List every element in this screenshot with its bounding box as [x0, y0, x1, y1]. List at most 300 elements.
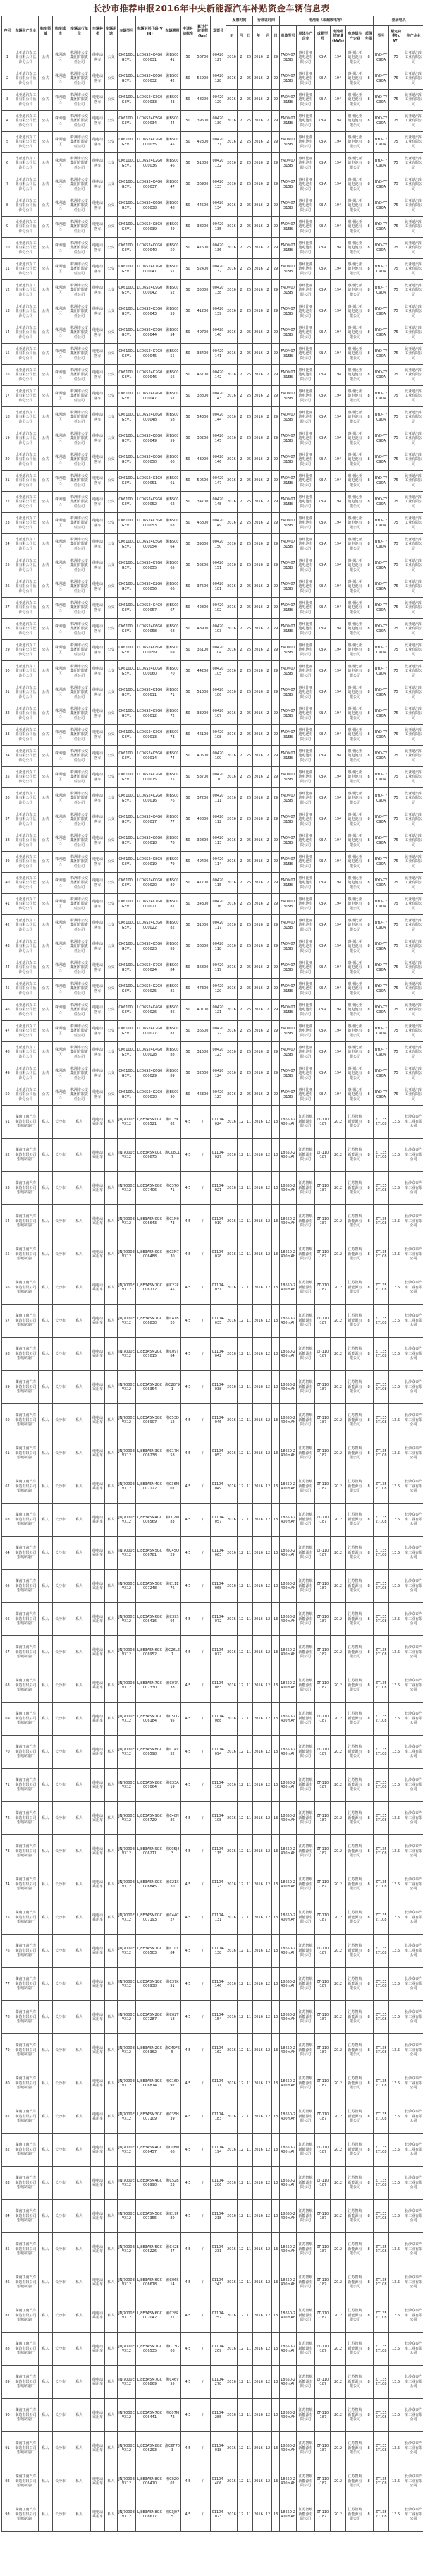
- cell-cell_model: 18650-2400mAh: [280, 2299, 297, 2333]
- cell-motor_model: BYD-TYC90A: [374, 936, 389, 957]
- cell-purchase_field: 公共: [39, 788, 53, 809]
- cell-vin: LC06S24K9G0000052: [136, 492, 164, 513]
- cell-vehicle_type: 纯电动乘用车: [91, 2432, 105, 2465]
- cell-manufacturer: 比亚迪汽车工业有限公司长沙分公司: [13, 661, 39, 682]
- cell-motor_maker: 比亚迪汽车工业有限公司: [403, 259, 423, 280]
- cell-lic_year: 2016: [253, 2366, 264, 2399]
- cell-pack_maker: 江苏智航新能源有限公司: [346, 1868, 364, 1901]
- cell-lic_month: 2: [264, 513, 272, 534]
- cell-cell_model: 18650-2400mAh: [280, 2432, 297, 2465]
- cell-lic_day: 13: [272, 2134, 280, 2167]
- cell-vehicle_model: JNJ7000EVX12: [118, 2034, 136, 2067]
- cell-lic_month: 12: [264, 1205, 272, 1238]
- cell-cell_maker: 惠州比亚迪电池有限公司: [297, 1021, 315, 1042]
- cell-warranty_years: 8: [364, 217, 374, 238]
- cell-purchase_city: 长沙市: [53, 1669, 68, 1703]
- cell-lic_year: 2016: [253, 280, 264, 301]
- cell-inv_year: 2016: [226, 1404, 238, 1437]
- cell-lic_day: 29: [272, 471, 280, 492]
- cell-inv_month: 12: [238, 1437, 245, 1470]
- table-row: [2, 2465, 423, 2498]
- cell-inv_day: 25: [245, 534, 253, 555]
- cell-box_model: ZT-110-187: [315, 1968, 331, 2001]
- cell-lic_day: 29: [272, 1042, 280, 1063]
- cell-box_model: ZT-110-187: [315, 1139, 331, 1172]
- cell-manufacturer: 湖南江南汽车制造有限公司望城制造厂: [13, 2366, 39, 2399]
- cell-vehicle_usage: 私人: [105, 2034, 118, 2067]
- cell-inv_month: 12: [238, 2266, 245, 2299]
- cell-manufacturer: 湖南江南汽车制造有限公司望城制造厂: [13, 1305, 39, 1338]
- cell-vehicle_type: 纯电动乘用车: [91, 1835, 105, 1868]
- cell-purchase_city: 长沙市: [53, 1603, 68, 1636]
- cell-mileage: /: [195, 2233, 211, 2266]
- cell-inv_day: 11: [245, 2299, 253, 2333]
- cell-manufacturer: 湖南江南汽车制造有限公司望城制造厂: [13, 2498, 39, 2532]
- cell-lic_month: 2: [264, 259, 272, 280]
- cell-capacity_kwh: 194: [331, 598, 346, 619]
- cell-capacity_kwh: 194: [331, 301, 346, 322]
- cell-lic_day: 29: [272, 1021, 280, 1042]
- cell-vehicle_usage: 公交: [105, 767, 118, 788]
- cell-motor_model: BYD-TYC90A: [374, 449, 389, 471]
- cell-plate: 湘C21X70: [164, 1868, 181, 1901]
- cell-operator: 株洲市公交集团有限责任公司: [68, 322, 91, 344]
- cell-inv_day: 25: [245, 195, 253, 217]
- cell-vehicle_type: 纯电动乘用车: [91, 1802, 105, 1835]
- cell-inv_day: 11: [245, 1835, 253, 1868]
- cell-inv_day: 25: [245, 746, 253, 767]
- cell-pack_maker: 江苏智航新能源有限公司: [346, 1271, 364, 1305]
- cell-cell_maker: 惠州比亚迪电池有限公司: [297, 534, 315, 555]
- cell-inv_day: 25: [245, 576, 253, 598]
- cell-capacity_kwh: 194: [331, 1063, 346, 1084]
- cell-lic_year: 2016: [253, 576, 264, 598]
- cell-seq: 76: [2, 1935, 13, 1968]
- cell-plate: 湘BS0075: [164, 767, 181, 788]
- cell-pack_maker: 江苏智航新能源有限公司: [346, 2200, 364, 2233]
- cell-inv_year: 2016: [226, 1205, 238, 1238]
- cell-operator: 私人: [68, 1470, 91, 1504]
- cell-capacity_kwh: 20.2: [331, 2100, 346, 2134]
- cell-subsidy: 4.5: [181, 1338, 195, 1371]
- cell-purchase_city: 株洲地区: [53, 555, 68, 576]
- cell-motor_power: 13.5: [389, 1901, 403, 1935]
- cell-cell_maker: 惠州比亚迪电池有限公司: [297, 703, 315, 725]
- cell-motor_maker: 比亚迪汽车工业有限公司: [403, 195, 423, 217]
- cell-purchase_city: 长沙市: [53, 2498, 68, 2532]
- cell-purchase_field: 公共: [39, 428, 53, 449]
- cell-vehicle_model: CK6100LGEV1: [118, 195, 136, 217]
- cell-purchase_city: 株洲地区: [53, 471, 68, 492]
- cell-plate: 湘C28F91: [164, 1371, 181, 1404]
- cell-pack_maker: 惠州比亚迪电池有限公司: [346, 513, 364, 534]
- table-row: [2, 936, 423, 957]
- cell-capacity_kwh: 20.2: [331, 1504, 346, 1537]
- cell-motor_maker: 比亚迪汽车工业有限公司: [403, 1000, 423, 1021]
- cell-motor_maker: 长沙众泰汽车工业有限公司: [403, 2399, 423, 2432]
- table-row: [2, 386, 423, 407]
- cell-box_model: ZT-110-187: [315, 1106, 331, 1139]
- cell-motor_model: ZT13527108: [374, 2299, 389, 2333]
- cell-mileage: /: [195, 1636, 211, 1669]
- cell-warranty_years: 8: [364, 2200, 374, 2233]
- col-group-header-0: 发票时间: [226, 16, 253, 26]
- cell-purchase_field: 私人: [39, 2266, 53, 2299]
- col-header-vin: 车辆识别代码(VIN): [136, 16, 164, 47]
- cell-purchase_city: 长沙市: [53, 2432, 68, 2465]
- cell-vehicle_type: 纯电动乘用车: [91, 1106, 105, 1139]
- cell-inv_month: 2: [238, 132, 245, 153]
- cell-vehicle_usage: 公交: [105, 217, 118, 238]
- cell-cell_maker: 江苏智航新能源有限公司: [297, 1404, 315, 1437]
- cell-inv_year: 2016: [226, 957, 238, 979]
- cell-box_model: ZT-110-187: [315, 1338, 331, 1371]
- cell-purchase_field: 公共: [39, 830, 53, 852]
- cell-purchase_field: 公共: [39, 598, 53, 619]
- cell-motor_maker: 比亚迪汽车工业有限公司: [403, 365, 423, 386]
- cell-inv_month: 12: [238, 1205, 245, 1238]
- cell-mileage: 51300: [195, 682, 211, 703]
- cell-lic_year: 2016: [253, 1703, 264, 1736]
- cell-cell_maker: 江苏智航新能源有限公司: [297, 2200, 315, 2233]
- cell-vehicle_type: 纯电动乘用车: [91, 2001, 105, 2034]
- cell-motor_power: 75: [389, 767, 403, 788]
- cell-purchase_field: 公共: [39, 1084, 53, 1106]
- cell-vin: LC06S24K5G0000023: [136, 936, 164, 957]
- cell-warranty_years: 8: [364, 576, 374, 598]
- cell-plate: 湘BS0042: [164, 68, 181, 90]
- cell-box_model: KB-A: [315, 195, 331, 217]
- cell-seq: 49: [2, 1063, 13, 1084]
- cell-motor_maker: 比亚迪汽车工业有限公司: [403, 492, 423, 513]
- cell-vehicle_type: 纯电动乘用车: [91, 2333, 105, 2366]
- vehicle-info-table: [1, 16, 423, 2532]
- cell-inv_year: 2016: [226, 640, 238, 661]
- cell-lic_month: 12: [264, 1172, 272, 1205]
- cell-seq: 87: [2, 2299, 13, 2333]
- cell-seq: 58: [2, 1338, 13, 1371]
- cell-vin: LC06S24K9G0000042: [136, 280, 164, 301]
- cell-manufacturer: 比亚迪汽车工业有限公司长沙分公司: [13, 767, 39, 788]
- cell-box_model: ZT-110-187: [315, 2200, 331, 2233]
- cell-warranty_years: 8: [364, 1835, 374, 1868]
- cell-inv_year: 2016: [226, 301, 238, 322]
- table-row: [2, 1271, 423, 1305]
- cell-motor_maker: 长沙众泰汽车工业有限公司: [403, 1338, 423, 1371]
- cell-plate: 湘BS0069: [164, 640, 181, 661]
- cell-lic_year: 2016: [253, 1063, 264, 1084]
- table-row: [2, 153, 423, 174]
- cell-operator: 株洲市公交集团有限责任公司: [68, 788, 91, 809]
- table-row: [2, 344, 423, 365]
- cell-inv_day: 25: [245, 280, 253, 301]
- cell-purchase_field: 私人: [39, 2034, 53, 2067]
- cell-cell_model: 18650-2400mAh: [280, 1205, 297, 1238]
- cell-warranty_years: 8: [364, 1868, 374, 1901]
- cell-operator: 株洲市公交集团有限责任公司: [68, 640, 91, 661]
- cell-vehicle_type: 纯电动乘用车: [91, 1271, 105, 1305]
- table-row: [2, 725, 423, 746]
- cell-invoice_no: 00420146: [211, 449, 226, 471]
- cell-cell_maker: 惠州比亚迪电池有限公司: [297, 471, 315, 492]
- cell-plate: 湘C19P80: [164, 2200, 181, 2233]
- cell-invoice_no: 00420118: [211, 936, 226, 957]
- table-row: [2, 1338, 423, 1371]
- cell-vehicle_model: JNJ7000EVX12: [118, 2100, 136, 2134]
- cell-seq: 84: [2, 2200, 13, 2233]
- cell-purchase_city: 株洲地区: [53, 280, 68, 301]
- cell-vehicle_usage: 私人: [105, 2067, 118, 2100]
- table-row: [2, 1084, 423, 1106]
- cell-vin: LC06S24K4G0000026: [136, 1000, 164, 1021]
- cell-vehicle_usage: 私人: [105, 1868, 118, 1901]
- cell-capacity_kwh: 194: [331, 280, 346, 301]
- cell-invoice_no: 01104-027: [211, 1139, 226, 1172]
- cell-operator: 株洲市公交集团有限责任公司: [68, 1084, 91, 1106]
- cell-seq: 75: [2, 1901, 13, 1935]
- col-header-cell_maker: 单体生产企业: [297, 26, 315, 47]
- cell-lic_month: 12: [264, 2100, 272, 2134]
- cell-vehicle_model: CK6100LGEV1: [118, 555, 136, 576]
- cell-purchase_city: 长沙市: [53, 1106, 68, 1139]
- cell-invoice_no: 01104-019: [211, 1205, 226, 1238]
- cell-purchase_city: 株洲地区: [53, 195, 68, 217]
- table-row: [2, 661, 423, 682]
- cell-seq: 6: [2, 153, 13, 174]
- cell-inv_month: 2: [238, 534, 245, 555]
- cell-motor_maker: 比亚迪汽车工业有限公司: [403, 301, 423, 322]
- cell-capacity_kwh: 194: [331, 661, 346, 682]
- cell-lic_day: 29: [272, 703, 280, 725]
- cell-inv_month: 2: [238, 513, 245, 534]
- cell-lic_day: 29: [272, 407, 280, 428]
- col-header-inv_month: 月: [238, 26, 245, 47]
- cell-box_model: KB-A: [315, 471, 331, 492]
- cell-operator: 私人: [68, 1305, 91, 1338]
- cell-vehicle_usage: 公交: [105, 280, 118, 301]
- cell-motor_model: ZT13527108: [374, 2266, 389, 2299]
- cell-cell_maker: 惠州比亚迪电池有限公司: [297, 1084, 315, 1106]
- cell-purchase_field: 私人: [39, 2299, 53, 2333]
- cell-lic_day: 13: [272, 2333, 280, 2366]
- cell-operator: 株洲市公交集团有限责任公司: [68, 217, 91, 238]
- cell-lic_day: 29: [272, 682, 280, 703]
- cell-motor_maker: 长沙众泰汽车工业有限公司: [403, 1835, 423, 1868]
- cell-lic_day: 13: [272, 1769, 280, 1802]
- cell-invoice_no: 01104-115: [211, 1835, 226, 1868]
- col-header-lic_year: 年: [253, 26, 264, 47]
- cell-seq: 17: [2, 386, 13, 407]
- cell-lic_month: 12: [264, 1935, 272, 1968]
- cell-inv_month: 12: [238, 1504, 245, 1537]
- cell-inv_month: 2: [238, 428, 245, 449]
- cell-motor_power: 75: [389, 1084, 403, 1106]
- cell-inv_day: 11: [245, 2200, 253, 2233]
- cell-purchase_city: 株洲地区: [53, 217, 68, 238]
- table-row: [2, 767, 423, 788]
- cell-subsidy: 4.5: [181, 1238, 195, 1271]
- cell-motor_maker: 长沙众泰汽车工业有限公司: [403, 1935, 423, 1968]
- cell-pack_maker: 江苏智航新能源有限公司: [346, 2034, 364, 2067]
- cell-mileage: 33900: [195, 703, 211, 725]
- cell-lic_month: 12: [264, 1703, 272, 1736]
- cell-vin: LJ8E3A5M4GC006990: [136, 2167, 164, 2200]
- cell-plate: 湘BS0083: [164, 936, 181, 957]
- cell-vehicle_usage: 私人: [105, 2134, 118, 2167]
- cell-invoice_no: 00420101: [211, 576, 226, 598]
- cell-lic_month: 2: [264, 90, 272, 111]
- cell-invoice_no: 00420144: [211, 407, 226, 428]
- cell-operator: 株洲市公交集团有限责任公司: [68, 936, 91, 957]
- cell-vehicle_type: 纯电动客车: [91, 132, 105, 153]
- cell-lic_month: 2: [264, 1063, 272, 1084]
- cell-vehicle_model: CK6100LGEV1: [118, 301, 136, 322]
- cell-manufacturer: 湖南江南汽车制造有限公司望城制造厂: [13, 2067, 39, 2100]
- cell-motor_power: 75: [389, 365, 403, 386]
- cell-lic_day: 29: [272, 619, 280, 640]
- cell-cell_maker: 惠州比亚迪电池有限公司: [297, 132, 315, 153]
- cell-lic_day: 13: [272, 1537, 280, 1570]
- cell-pack_maker: 江苏智航新能源有限公司: [346, 1106, 364, 1139]
- cell-lic_month: 12: [264, 2333, 272, 2366]
- cell-vehicle_type: 纯电动乘用车: [91, 1338, 105, 1371]
- cell-motor_power: 13.5: [389, 2233, 403, 2266]
- cell-purchase_city: 长沙市: [53, 1968, 68, 2001]
- cell-lic_day: 29: [272, 492, 280, 513]
- cell-purchase_city: 长沙市: [53, 2333, 68, 2366]
- cell-warranty_years: 8: [364, 195, 374, 217]
- cell-lic_year: 2016: [253, 1835, 264, 1868]
- cell-warranty_years: 8: [364, 1636, 374, 1669]
- cell-vehicle_usage: 公交: [105, 132, 118, 153]
- cell-capacity_kwh: 20.2: [331, 2432, 346, 2465]
- cell-plate: 湘C42E47: [164, 2233, 181, 2266]
- cell-warranty_years: 8: [364, 407, 374, 428]
- cell-operator: 私人: [68, 2498, 91, 2532]
- cell-purchase_field: 公共: [39, 661, 53, 682]
- cell-vehicle_type: 纯电动客车: [91, 344, 105, 365]
- cell-invoice_no: 01104-243: [211, 2266, 226, 2299]
- cell-motor_maker: 长沙众泰汽车工业有限公司: [403, 1305, 423, 1338]
- cell-purchase_field: 公共: [39, 640, 53, 661]
- cell-lic_month: 12: [264, 2299, 272, 2333]
- cell-motor_model: BYD-TYC90A: [374, 661, 389, 682]
- cell-inv_year: 2016: [226, 1437, 238, 1470]
- cell-inv_year: 2016: [226, 47, 238, 68]
- cell-motor_power: 75: [389, 174, 403, 195]
- cell-capacity_kwh: 20.2: [331, 1835, 346, 1868]
- cell-purchase_city: 长沙市: [53, 2399, 68, 2432]
- cell-manufacturer: 比亚迪汽车工业有限公司长沙分公司: [13, 322, 39, 344]
- cell-manufacturer: 湖南江南汽车制造有限公司望城制造厂: [13, 2034, 39, 2067]
- cell-inv_day: 25: [245, 619, 253, 640]
- cell-mileage: 43900: [195, 449, 211, 471]
- cell-motor_power: 75: [389, 259, 403, 280]
- cell-purchase_field: 私人: [39, 2465, 53, 2498]
- cell-motor_power: 13.5: [389, 1371, 403, 1404]
- cell-plate: 湘BS0044: [164, 111, 181, 132]
- cell-plate: 湘C50G95: [164, 1703, 181, 1736]
- cell-motor_maker: 比亚迪汽车工业有限公司: [403, 894, 423, 915]
- cell-seq: 60: [2, 1404, 13, 1437]
- cell-inv_year: 2016: [226, 1935, 238, 1968]
- cell-capacity_kwh: 20.2: [331, 2001, 346, 2034]
- table-row: [2, 809, 423, 830]
- cell-mileage: 42300: [195, 132, 211, 153]
- cell-mileage: 42800: [195, 598, 211, 619]
- cell-lic_month: 2: [264, 809, 272, 830]
- cell-manufacturer: 湖南江南汽车制造有限公司望城制造厂: [13, 2134, 39, 2167]
- cell-inv_month: 12: [238, 2299, 245, 2333]
- cell-mileage: 38800: [195, 386, 211, 407]
- cell-pack_maker: 江苏智航新能源有限公司: [346, 1570, 364, 1603]
- cell-inv_year: 2016: [226, 153, 238, 174]
- cell-capacity_kwh: 20.2: [331, 1603, 346, 1636]
- cell-box_model: ZT-110-187: [315, 2001, 331, 2034]
- cell-inv_year: 2016: [226, 1000, 238, 1021]
- cell-pack_maker: 惠州比亚迪电池有限公司: [346, 217, 364, 238]
- cell-mileage: /: [195, 2001, 211, 2034]
- cell-motor_power: 13.5: [389, 2299, 403, 2333]
- cell-motor_power: 13.5: [389, 1802, 403, 1835]
- cell-seq: 12: [2, 280, 13, 301]
- cell-purchase_field: 公共: [39, 280, 53, 301]
- cell-invoice_no: 00420120: [211, 979, 226, 1000]
- cell-vehicle_usage: 公交: [105, 111, 118, 132]
- cell-cell_maker: 江苏智航新能源有限公司: [297, 1802, 315, 1835]
- cell-plate: 湘BS0041: [164, 47, 181, 68]
- cell-lic_year: 2016: [253, 2465, 264, 2498]
- cell-invoice_no: 00420116: [211, 894, 226, 915]
- cell-lic_year: 2016: [253, 1868, 264, 1901]
- cell-lic_day: 13: [272, 1968, 280, 2001]
- cell-cell_model: 18650-2400mAh: [280, 1703, 297, 1736]
- cell-vin: LC06S24K6G0000058: [136, 619, 164, 640]
- cell-vin: LJ8E3A5M2GC007015: [136, 1338, 164, 1371]
- cell-inv_day: 11: [245, 2067, 253, 2100]
- cell-capacity_kwh: 20.2: [331, 1537, 346, 1570]
- cell-motor_maker: 比亚迪汽车工业有限公司: [403, 640, 423, 661]
- cell-inv_day: 25: [245, 809, 253, 830]
- cell-operator: 株洲市公交集团有限责任公司: [68, 619, 91, 640]
- cell-vehicle_usage: 私人: [105, 1437, 118, 1470]
- cell-vehicle_type: 纯电动乘用车: [91, 2067, 105, 2100]
- cell-purchase_city: 长沙市: [53, 1305, 68, 1338]
- cell-manufacturer: 比亚迪汽车工业有限公司长沙分公司: [13, 640, 39, 661]
- cell-motor_power: 13.5: [389, 2200, 403, 2233]
- cell-vehicle_model: CK6100LGEV1: [118, 344, 136, 365]
- cell-vehicle_usage: 私人: [105, 1305, 118, 1338]
- cell-cell_model: 18650-2400mAh: [280, 1238, 297, 1271]
- cell-lic_month: 2: [264, 725, 272, 746]
- cell-vehicle_usage: 公交: [105, 703, 118, 725]
- cell-purchase_field: 公共: [39, 449, 53, 471]
- cell-vehicle_model: JNJ7000EVX12: [118, 1305, 136, 1338]
- cell-motor_power: 75: [389, 576, 403, 598]
- cell-motor_model: BYD-TYC90A: [374, 682, 389, 703]
- cell-cell_maker: 江苏智航新能源有限公司: [297, 2134, 315, 2167]
- cell-motor_maker: 比亚迪汽车工业有限公司: [403, 957, 423, 979]
- cell-lic_year: 2016: [253, 1404, 264, 1437]
- cell-plate: 湘C08M66: [164, 2134, 181, 2167]
- cell-seq: 11: [2, 259, 13, 280]
- cell-lic_year: 2016: [253, 936, 264, 957]
- table-row: [2, 492, 423, 513]
- cell-motor_model: ZT13527108: [374, 1437, 389, 1470]
- cell-inv_year: 2016: [226, 111, 238, 132]
- col-header-subsidy: 申请补助标准: [181, 16, 195, 47]
- cell-purchase_city: 长沙市: [53, 1338, 68, 1371]
